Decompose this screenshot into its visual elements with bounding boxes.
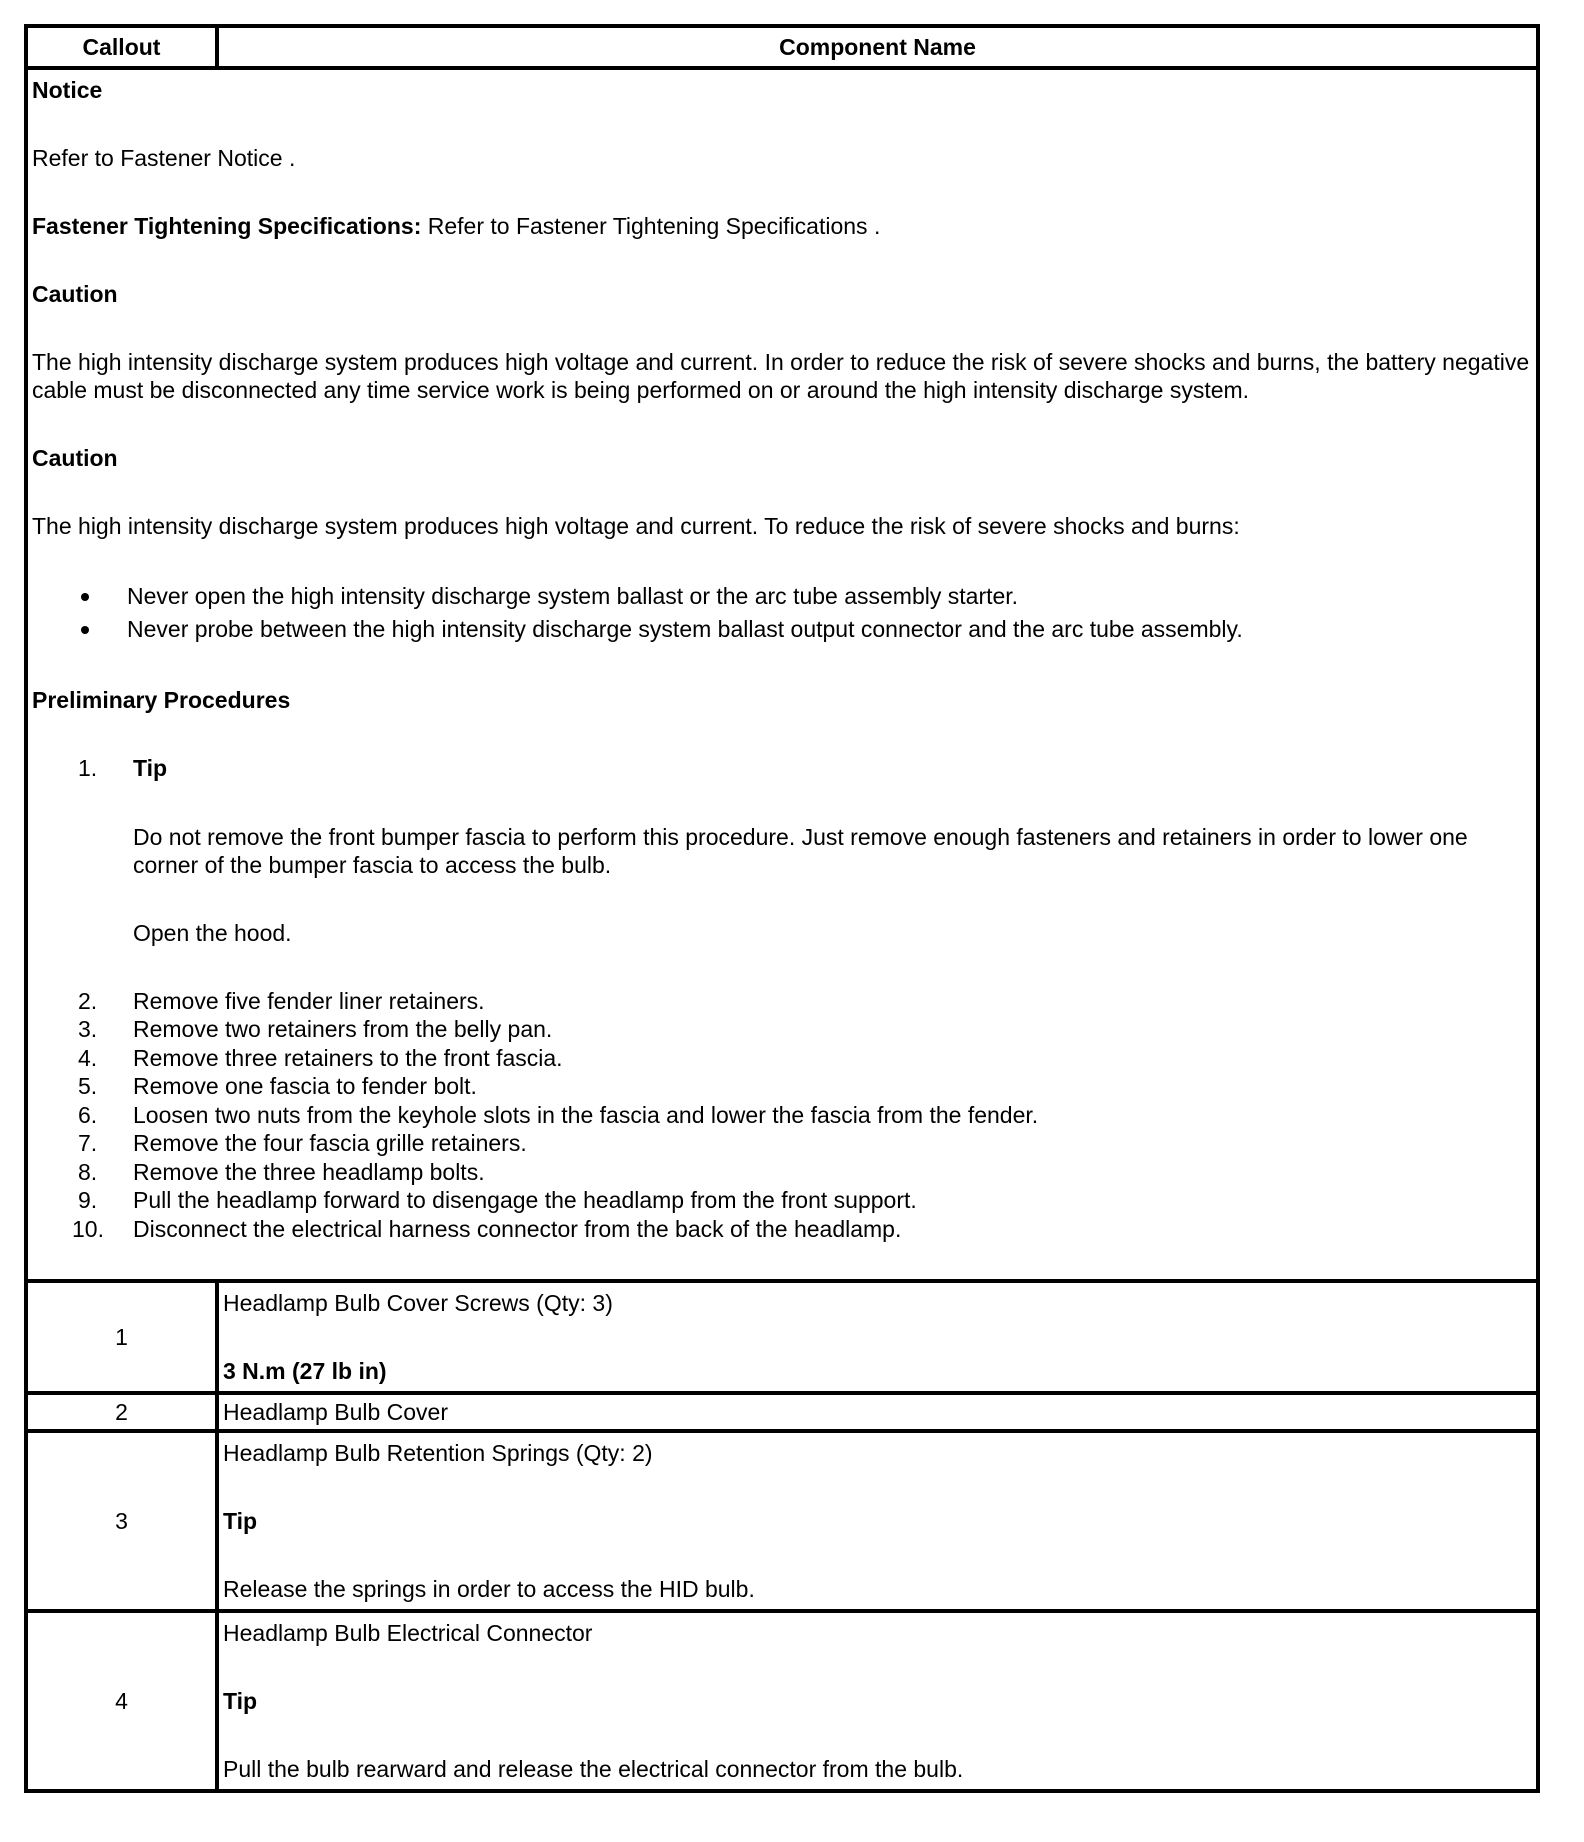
step-item [32,1015,1532,1044]
table-row [26,1281,1538,1393]
step-text: Remove the four fascia grille retainers. [133,1130,527,1156]
caution-bullet-list [32,580,1532,646]
step-item [32,1044,1532,1073]
table-row [26,1431,1538,1611]
step-item [32,1129,1532,1158]
step-text: Remove five fender liner retainers. [133,987,485,1014]
step-text: Remove the three headlamp bolts. [133,1158,485,1185]
step-1-tip-text: Do not remove the front bumper fascia to perform this procedure. Just remove enough fasteners and retainers in order to lower one corner of the bumper fascia to access the bulb. [133,823,1468,878]
tip-text: Pull the bulb rearward and release the electrical connector from the bulb. [223,1756,964,1782]
step-number: 2. [78,987,98,1014]
step-1-tip-title: Tip [133,755,168,781]
step-item [32,1072,1532,1101]
notice-title: Notice [32,77,103,103]
component-name: Headlamp Bulb Electrical Connector [223,1620,593,1646]
step-1-tip [133,823,1532,947]
step-item [32,987,1532,1016]
component-table [24,24,1540,1793]
component-name: Headlamp Bulb Cover [223,1399,449,1425]
spec-text: Refer to Fastener Tightening Specifications . [421,213,881,239]
bullet-item: Never probe between the high intensity discharge system ballast output connector and the arc tube assembly. [127,613,1532,646]
step-text: Remove one fascia to fender bolt. [133,1073,477,1099]
step-number: 7. [78,1130,98,1156]
component-name-cell [217,1393,1538,1431]
step-number: 8. [78,1158,98,1185]
step-item [32,1215,1532,1244]
tip-title: Tip [223,1688,258,1714]
tip-text: Release the springs in order to access the HID bulb. [223,1576,755,1602]
preliminary-procedures-title: Preliminary Procedures [32,687,291,713]
torque-spec: 3 N.m (27 lb in) [223,1358,387,1384]
step-number: 4. [78,1044,98,1071]
spec-label: Fastener Tightening Specifications: [32,213,422,239]
table-row [26,1611,1538,1791]
step-item [32,1101,1532,1130]
table-header-row [26,26,1538,68]
component-name-cell [217,1431,1538,1611]
step-number: 5. [78,1073,98,1099]
callout-number: 4 [26,1611,217,1791]
step-text: Disconnect the electrical harness connector from the back of the headlamp. [133,1215,902,1242]
caution-title-1: Caution [32,281,118,307]
refer-notice-text: Refer to Fastener Notice . [32,145,296,171]
component-name: Headlamp Bulb Cover Screws (Qty: 3) [223,1290,613,1316]
component-name-cell [217,1611,1538,1791]
step-number: 10. [72,1215,104,1242]
spec-paragraph [32,212,1532,240]
step-number: 3. [78,1016,98,1042]
tip-title: Tip [223,1508,258,1534]
callout-number: 2 [26,1393,217,1431]
step-number: 9. [78,1187,98,1213]
step-1-action: Open the hood. [133,919,292,946]
step-text: Remove two retainers from the belly pan. [133,1016,553,1042]
component-name: Headlamp Bulb Retention Springs (Qty: 2) [223,1440,653,1466]
caution-text-2: The high intensity discharge system produces high voltage and current. To reduce the risk of severe shocks and burns: [32,513,1240,539]
bullet-item: Never open the high intensity discharge system ballast or the arc tube assembly starter. [127,580,1532,613]
notice-row [26,68,1538,1281]
step-number: 1. [78,755,98,781]
step-text: Pull the headlamp forward to disengage the headlamp from the front support. [133,1187,917,1213]
notice-cell [26,68,1538,1281]
step-item [32,1186,1532,1215]
callout-number: 3 [26,1431,217,1611]
caution-text-1: The high intensity discharge system produces high voltage and current. In order to reduce the risk of severe shocks and burns, the battery negative cable must be disconnected any time service work is being performed on or around the high intensity discharge system. [32,349,1530,403]
callout-number: 1 [26,1281,217,1393]
procedure-steps [32,754,1532,1243]
step-1 [32,754,1532,783]
step-text: Loosen two nuts from the keyhole slots in the fascia and lower the fascia from the fender. [133,1101,1039,1128]
table-row [26,1393,1538,1431]
header-callout: Callout [26,26,217,68]
step-text: Remove three retainers to the front fascia. [133,1044,563,1071]
caution-title-2: Caution [32,445,118,471]
step-number: 6. [78,1101,98,1128]
component-name-cell [217,1281,1538,1393]
step-item [32,1158,1532,1187]
header-component-name: Component Name [217,26,1538,68]
